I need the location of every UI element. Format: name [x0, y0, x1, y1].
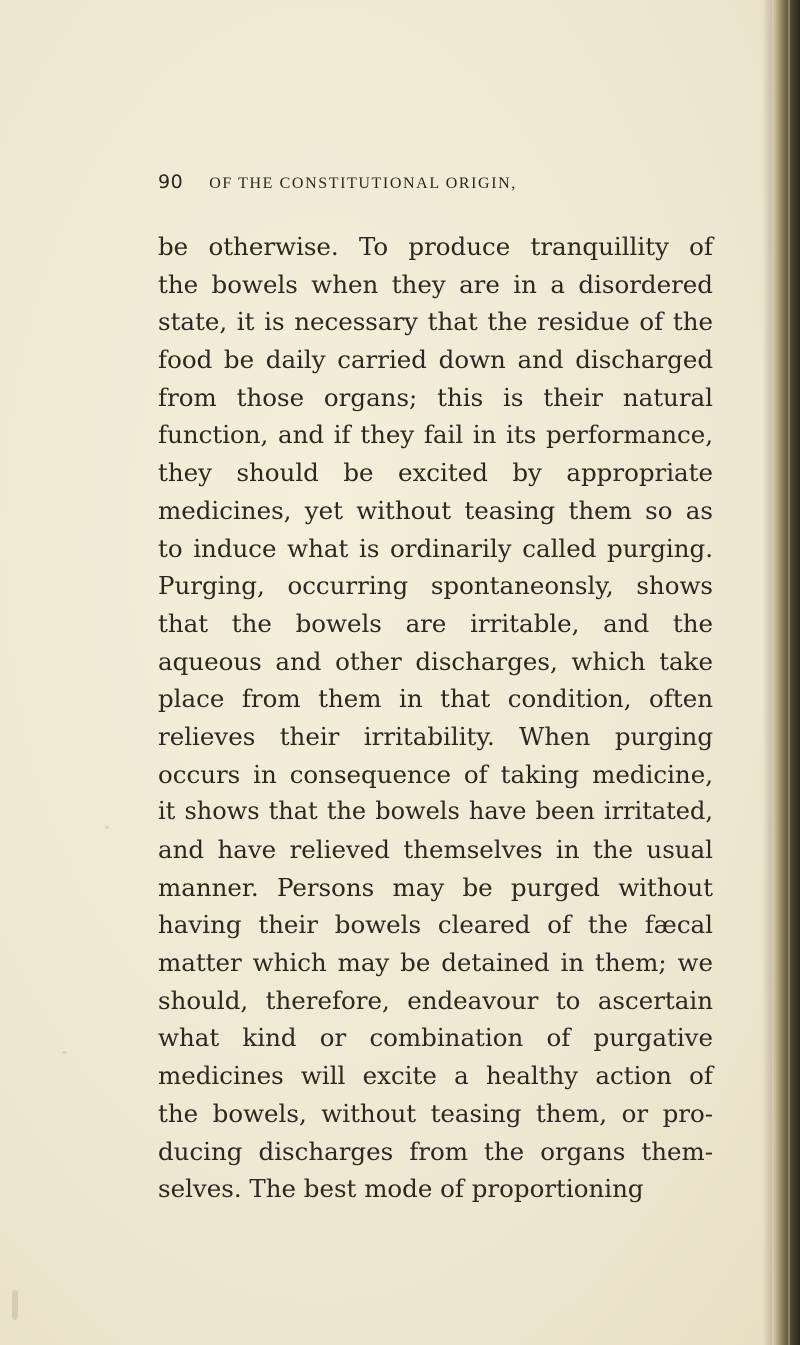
text-line: selves. The best mode of proportioning [158, 1174, 644, 1204]
body-text [158, 228, 713, 1208]
text-line: from those organs; this is their natural [158, 382, 713, 412]
text-line: and have relieved themselves in the usual [158, 835, 713, 864]
text-line: food be daily carried down and discharged [158, 345, 713, 375]
running-head [158, 171, 658, 197]
text-line: to induce what is ordinarily called purging. [158, 533, 713, 563]
text-line: having their bowels cleared of the fæcal [158, 910, 713, 940]
text-line: manner. Persons may be purged without [158, 872, 713, 902]
text-line: state, it is necessary that the residue of the [158, 307, 713, 337]
text-line: the bowels when they are in a disordered [158, 269, 713, 299]
page-number: 90 [158, 171, 184, 193]
text-line: medicines will excite a healthy action of [158, 1061, 713, 1091]
text-line: relieves their irritability. When purging [158, 721, 713, 751]
text-line: should, therefore, endeavour to ascertain [158, 985, 713, 1015]
text-line: function, and if they fail in its performance, [158, 420, 713, 450]
text-line: what kind or combination of purgative [158, 1023, 713, 1053]
text-line: medicines, yet without teasing them so as [158, 495, 713, 525]
text-line: it shows that the bowels have been irritated, [158, 797, 713, 826]
paper-speck [105, 826, 109, 829]
text-line: they should be excited by appropriate [158, 458, 713, 488]
text-line: that the bowels are irritable, and the [158, 608, 713, 638]
text-line: aqueous and other discharges, which take [158, 646, 713, 676]
text-line: place from them in that condition, often [158, 684, 713, 714]
text-line: occurs in consequence of taking medicine, [158, 759, 713, 789]
page-edge-shadow [772, 0, 800, 1345]
page-edge-highlight [788, 0, 790, 1345]
text-line: be otherwise. To produce tranquillity of [158, 232, 713, 261]
text-line: Purging, occurring spontaneonsly, shows [158, 571, 713, 601]
text-line: matter which may be detained in them; we [158, 948, 713, 978]
paper-speck [62, 1051, 67, 1054]
paper-speck [12, 1290, 18, 1320]
text-line: ducing discharges from the organs them- [158, 1136, 713, 1166]
text-line: the bowels, without teasing them, or pro- [158, 1098, 713, 1128]
running-head-title: OF THE CONSTITUTIONAL ORIGIN, [209, 175, 517, 192]
